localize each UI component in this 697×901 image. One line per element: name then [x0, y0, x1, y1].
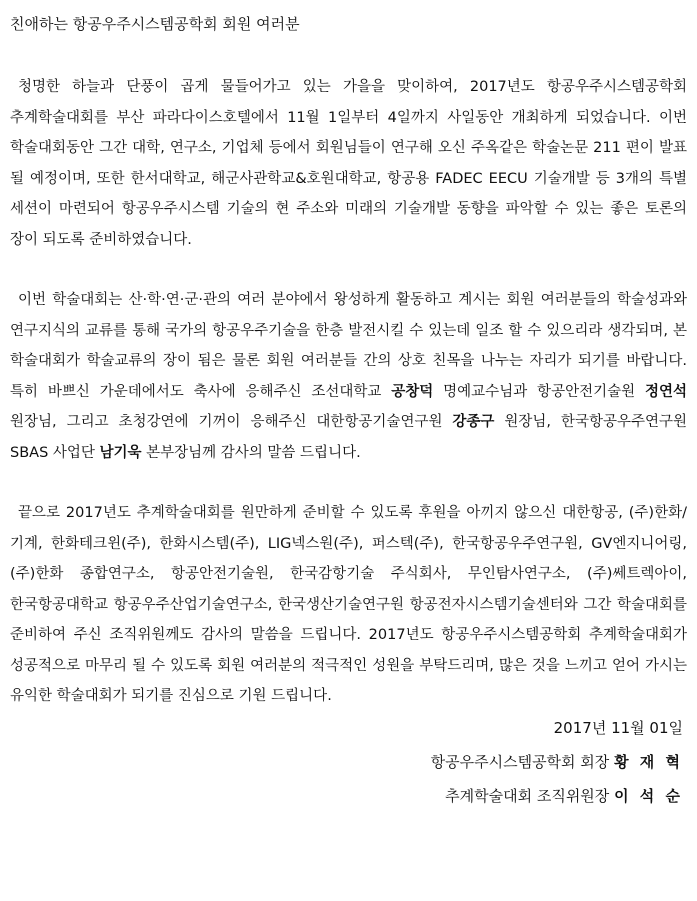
paragraph-2-text-1: 이번 학술대회는 산·학·연·군·관의 여러 분야에서 왕성하게 활동하고 계시는 회원 여러분들의 학술성과와 연구지식의 교류를 통해 국가의 항공우주기술을 한층 발전시킬 수 있는데 일조 할 수 있으리라 생각되며, 본 학술대회가 학술교류의 장이 됨은 물론 회원 여러분들 간의 상호 친목을 나누는 자리가 되기를 바랍니다. 특히 바쁘신 가운데에서도 축사에 응해주신 조선대학교 — [10, 292, 687, 400]
speaker-name-3: 강종구 — [452, 414, 495, 430]
paragraph-2-text-2: 명예교수님과 항공안전기술원 — [433, 383, 645, 400]
signature-committee-chair — [10, 779, 687, 813]
paragraph-intro: 청명한 하늘과 단풍이 곱게 물들어가고 있는 가을을 맞이하여, 2017년도 항공우주시스템공학회 추계학술대회를 부산 파라다이스호텔에서 11월 1일부터 4일까지 사일동안 개최하게 되었습니다. 이번 학술대회동안 그간 대학, 연구소, 기업체 등에서 회원님들이 연구해 오신 주옥같은 학술논문 211 편이 발표 될 예정이며, 또한 한서대학교, 해군사관학교&호원대학교, 항공용 FADEC EECU 기술개발 등 3개의 특별 세션이 마련되어 항공우주시스템 기술의 현 주소와 미래의 기술개발 동향을 파악할 수 있는 좋은 토론의 장이 되도록 준비하였습니다. — [10, 79, 687, 248]
speaker-name-2: 정연석 — [644, 383, 687, 400]
speaker-name-4: 남기욱 — [99, 444, 142, 461]
paragraph-thanks-speakers — [10, 285, 687, 468]
signature-chair-title: 추계학술대회 조직위원장 — [445, 786, 610, 805]
paragraph-2-text-5: 본부장님께 감사의 말씀 드립니다. — [141, 444, 361, 461]
paragraph-thanks-sponsors: 끝으로 2017년도 추계학술대회를 원만하게 준비할 수 있도록 후원을 아끼지 않으신 대한항공, (주)한화/기계, 한화테크윈(주), 한화시스템(주), LIG넥스원(주), 퍼스텍(주), 한국항공우주연구원, GV엔지니어링, (주)한화 종합연구소, 항공안전기술원, 한국감항기술 주식회사, 무인탐사연구소, (주)쎄트렉아이, 한국항공대학교 항공우주산업기술연구소, 한국생산기술연구원 항공전자시스템기술센터와 그간 학술대회를 준비하여 주신 조직위원께도 감사의 말씀을 드립니다. 2017년도 항공우주시스템공학회 추계학술대회가 성공적으로 마무리 될 수 있도록 회원 여러분의 적극적인 성원을 부탁드리며, 많은 것을 느끼고 얻어 가시는 유익한 학술대회가 되기를 진심으로 기원 드립니다. — [10, 505, 687, 704]
letter-date: 2017년 11월 01일 — [553, 718, 683, 737]
greeting: 친애하는 항공우주시스템공학회 회원 여러분 — [10, 15, 300, 33]
speaker-name-1: 공창덕 — [391, 383, 434, 400]
signature-president — [10, 745, 687, 779]
paragraph-2-text-4: 원장님, 한국항공우주연구원 SBAS 사업단 — [10, 414, 687, 461]
paragraph-2-text-3: 원장님, 그리고 초청강연에 기꺼이 응해주신 대한항공기술연구원 — [10, 414, 453, 430]
signature-president-name: 황 재 혁 — [614, 752, 683, 771]
signature-president-title: 항공우주시스템공학회 회장 — [430, 752, 610, 771]
signature-chair-name: 이 석 순 — [614, 786, 683, 805]
